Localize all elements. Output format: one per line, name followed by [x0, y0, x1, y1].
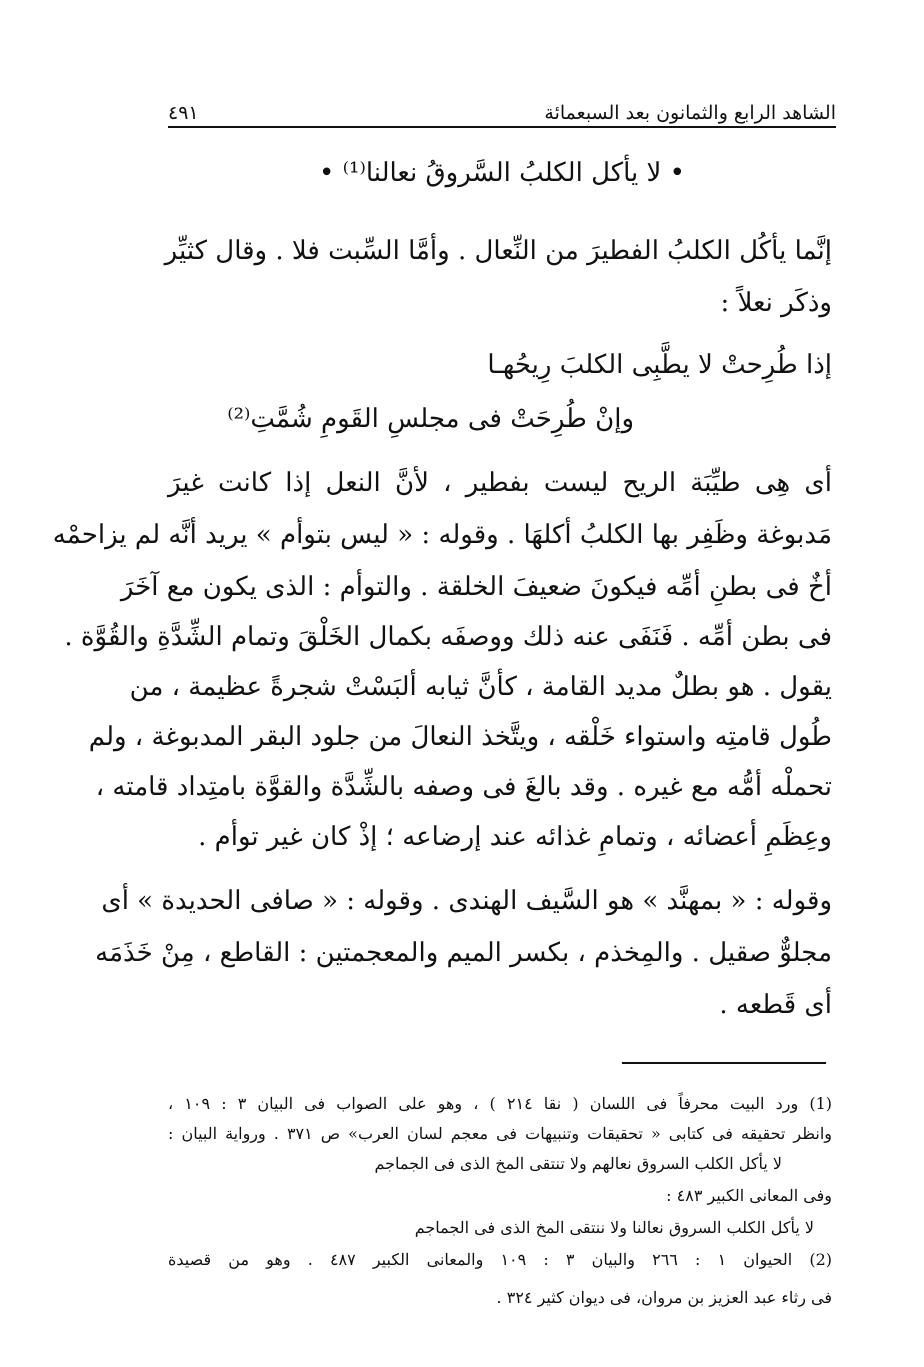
paragraph-2-line: أخٌ فى بطنِ أمِّه فيكونَ ضعيفَ الخلقة . والتوأم : الذى يكون مع آخَرَ	[120, 572, 832, 602]
paragraph-2-line: فى بطن أمِّه . فَنَفَى عنه ذلك ووصفَه بكمال الخَلْقَ وتمام الشِّدَّةِ والقُوَّة .	[64, 622, 832, 652]
footnote-line: (1) ورد البيت محرفاً فى اللسان ( نقا ٢١٤ ) ، وهو على الصواب فى البيان ٣ : ١٠٩ ،	[168, 1094, 833, 1113]
footnote-verse: لا يأكل الكلب السروق نعالهم ولا تنتقى المخ الذى فى الجماجم	[374, 1154, 782, 1173]
footnote-verse: لا يأكل الكلب السروق نعالنا ولا ننتقى المخ الذى فى الجماجم	[414, 1218, 814, 1237]
paragraph-2-line: تحملْه أمُّه مع غيره . وقد بالغَ فى وصفه بالشِّدَّة والقوَّة بامتِداد قامته ،	[95, 772, 832, 802]
running-header	[168, 94, 836, 124]
paragraph-2-line: مَدبوغة وظَفِر بها الكلبُ أكلهَا . وقوله : « ليس بتوأم » يريد أنَّه لم يزاحمْه	[52, 520, 832, 550]
paragraph-3-line: أى قَطعه .	[719, 990, 832, 1020]
footnote-line: فى رثاء عبد العزيز بن مروان، فى ديوان كثير ٣٢٤ .	[496, 1288, 832, 1307]
paragraph-2-line: يقول . هو بطلٌ مديد القامة ، كأنَّ ثيابه ألبَسْتْ شجرةً عظيمة ، من	[129, 672, 832, 702]
page-number: ٤٩١	[168, 102, 199, 124]
paragraph-2-line: طُول قامتِه واستواء خَلْقه ، ويتَّخذ النعالَ من جلود البقر المدبوغة ، ولم	[88, 722, 832, 752]
paragraph-3-line: مجلوٌّ صقيل . والمِخذم ، بكسر الميم والمعجمتين : القاطع ، مِنْ خَذَمَه	[95, 938, 832, 968]
verse-heading: • لا يأكل الكلبُ السَّروقُ نعالنا⁽¹⁾ •	[319, 158, 685, 188]
footnote-line: (2) الحيوان ١ : ٢٦٦ والبيان ٣ : ١٠٩ والمعانى الكبير ٤٨٧ . وهو من قصيدة	[168, 1250, 833, 1269]
header-rule	[168, 126, 836, 128]
footnote-rule	[622, 1062, 826, 1064]
paragraph-2-line: أى هِى طيِّبَة الريح ليست بفطير ، لأنَّ النعل إذا كانت غيرَ	[168, 468, 832, 498]
verse-line-1: إذا طُرِحتْ لا يطَّبِى الكلبَ رِيحُهـا	[487, 350, 832, 380]
verse-line-2: وإنْ طُرِحَتْ فى مجلسِ القَومِ شُمَّتِ⁽²⁾	[227, 404, 634, 434]
footnote-line: وفى المعانى الكبير ٤٨٣ :	[666, 1186, 832, 1205]
header-title: الشاهد الرابع والثمانون بعد السبعمائة	[544, 102, 836, 124]
paragraph-1-line: وذكَر نعلاً :	[720, 288, 832, 318]
paragraph-1-line: إنَّما يأكُل الكلبُ الفطيرَ من النِّعال . وأمَّا السِّبت فلا . وقال كثيِّر	[164, 236, 832, 266]
footnote-line: وانظر تحقيقه فى كتابى « تحقيقات وتنبيهات فى معجم لسان العرب» ص ٣٧١ . ورواية البيان :	[168, 1124, 832, 1143]
paragraph-3-line: وقوله : « بمهنَّد » هو السَّيف الهندى . وقوله : « صافى الحديدة » أى	[101, 886, 832, 916]
paragraph-2-line: وعِظَمِ أعضائه ، وتمامِ غذائه عند إرضاعه ؛ إذْ كان غير توأم .	[198, 822, 832, 852]
